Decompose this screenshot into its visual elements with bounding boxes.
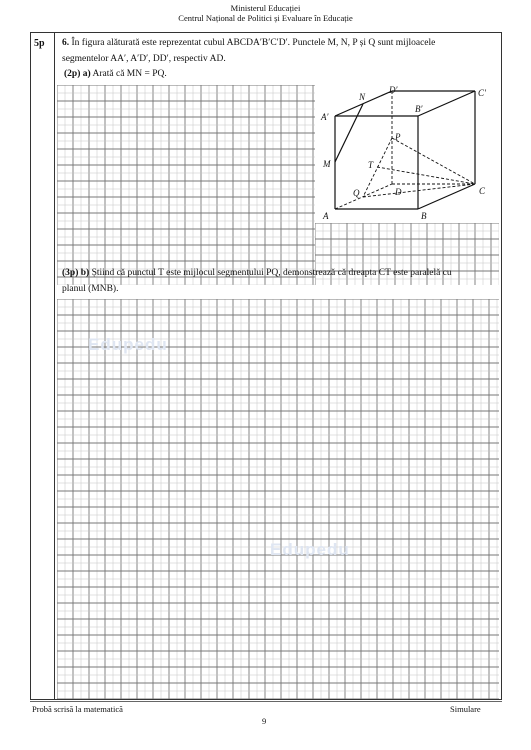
page-header: [0, 3, 531, 23]
label-A1: A′: [321, 112, 329, 122]
edge-B1C1: [418, 91, 475, 116]
part-a-points: (2p) a): [64, 69, 91, 79]
label-B1: B′: [415, 104, 423, 114]
edge-BC: [418, 184, 475, 209]
cube-figure: [315, 85, 499, 223]
label-N: N: [359, 92, 366, 102]
part-b-text-1: Știind că punctul T este mijlocul segmentului PQ, demonstrează că dreapta CT este paralelă cu: [91, 268, 452, 278]
part-a-text: Arată că MN = PQ.: [92, 69, 167, 79]
answer-grid-b: [57, 299, 499, 699]
label-M: M: [323, 159, 331, 169]
exercise-frame: [30, 32, 502, 700]
label-B: B: [421, 211, 427, 221]
label-C: C: [479, 186, 486, 196]
footer-page-number: 9: [262, 716, 267, 726]
footer-right: Simulare: [450, 704, 481, 714]
answer-grid-a: [57, 85, 315, 285]
label-D1: D′: [389, 85, 398, 95]
header-center: Centrul Național de Politici și Evaluare în Educație: [178, 13, 353, 23]
watermark-top: Edupedu: [88, 335, 168, 354]
problem-number: 6.: [62, 38, 70, 48]
label-P: P: [395, 132, 401, 142]
points-label: 5p: [34, 38, 45, 49]
part-b-points: (3p) b): [62, 268, 90, 278]
label-T: T: [368, 160, 374, 170]
statement-line-2: segmentelor AA′, A′D′, DD′, respectiv AD.: [62, 54, 226, 64]
header-ministry: Ministerul Educației: [230, 3, 301, 13]
label-D: D: [395, 187, 402, 197]
statement-line-1: În figura alăturată este reprezentat cubul ABCDA′B′C′D′. Punctele M, N, P și Q sunt mijloacele: [71, 38, 436, 48]
segment-MN: [335, 104, 363, 162]
watermark-bottom: Edupedu: [270, 540, 350, 559]
label-C1: C′: [478, 88, 486, 98]
problem-statement: [62, 36, 500, 50]
points-column-separator: [54, 33, 55, 699]
part-b-text-2: planul (MNB).: [62, 284, 119, 294]
footer-left: Probă scrisă la matematică: [32, 704, 123, 714]
segment-QC: [363, 184, 475, 197]
part-a: [64, 67, 167, 81]
label-Q: Q: [353, 188, 360, 198]
label-A: A: [323, 211, 329, 221]
footer-rule: [30, 701, 502, 702]
part-b: [62, 266, 500, 280]
